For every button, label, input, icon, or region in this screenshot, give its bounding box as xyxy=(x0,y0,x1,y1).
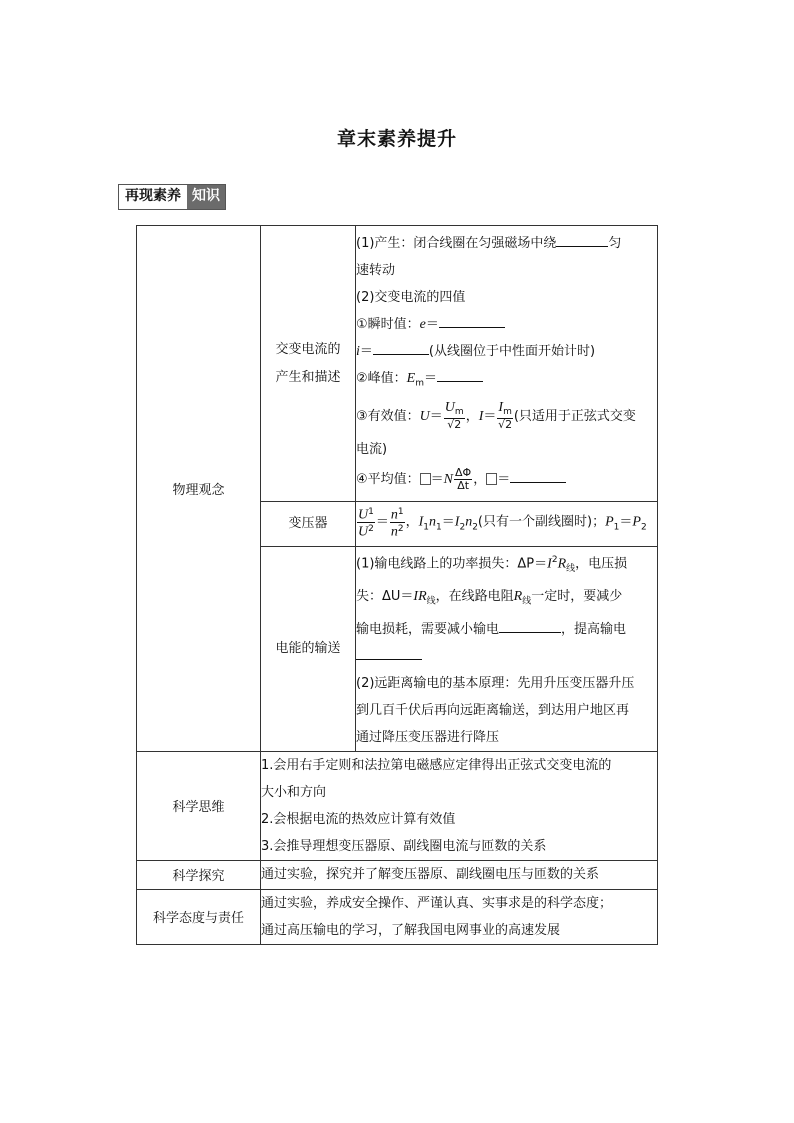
content-cell: (1)产生：闭合线圈在匀强磁场中绕 匀 速转动 (2)交变电流的四值 ①瞬时值：e＝ i＝ (从线圈位于中性面开始计时) ②峰值：$E_m=$ ③有效值：U＝ $\frac{U_m}{√2}$ ，I＝ $\frac{I_m}{√2}$ (只适用于正弦式交变 电流) ④平均值： ＝N $\frac{\Delta\Phi}{\Delta t}$ ， ＝ xyxy=(356,226,658,502)
content-cell: (1)输电线路上的功率损失：$\Delta P=I^2R_线$，电压损 失：$\Delta U=IR_线$，在线路电阻$R_线$一定时，要减少 输电损耗，需要减小输电 ，提高输电 (2)远距离输电的基本原理：先用升压变压器升压 到几百千伏后再向远距离输送，到达用户地区再 通过降压变压器进行降压 xyxy=(356,547,658,752)
category-cell: 物理观念 xyxy=(137,226,261,752)
content-cell: 通过实验，探究并了解变压器原、副线圈电压与匝数的关系 xyxy=(261,860,658,889)
category-cell: 科学探究 xyxy=(137,860,261,889)
content-cell: $\frac{U^1}{U^2}$ ＝ $\frac{n^1}{n^2}$ ，$I_1n_1=I_2n_2$(只有一个副线圈时)；$P_1=P_2$ xyxy=(356,502,658,547)
table-row xyxy=(137,751,658,860)
table-row xyxy=(137,889,658,944)
average-value-symbol xyxy=(420,473,431,485)
average-current-symbol xyxy=(486,473,497,485)
table-row xyxy=(137,860,658,889)
subcategory-cell: 交变电流的 产生和描述 xyxy=(261,226,356,502)
section-badge xyxy=(118,184,226,210)
content-cell: 通过实验，养成安全操作、严谨认真、实事求是的科学态度； 通过高压输电的学习，了解我国电网事业的高速发展 xyxy=(261,889,658,944)
category-cell: 科学态度与责任 xyxy=(137,889,261,944)
category-cell: 科学思维 xyxy=(137,751,261,860)
table-row xyxy=(137,226,658,502)
badge-left: 再现素养 xyxy=(119,185,187,209)
subcategory-cell: 变压器 xyxy=(261,502,356,547)
summary-table xyxy=(136,225,658,945)
content-cell: 1.会用右手定则和法拉第电磁感应定律得出正弦式交变电流的 大小和方向 2.会根据电流的热效应计算有效值 3.会推导理想变压器原、副线圈电流与匝数的关系 xyxy=(261,751,658,860)
badge-right: 知识 xyxy=(187,185,225,209)
page-title: 章末素养提升 xyxy=(336,128,457,150)
subcategory-cell: 电能的输送 xyxy=(261,547,356,752)
